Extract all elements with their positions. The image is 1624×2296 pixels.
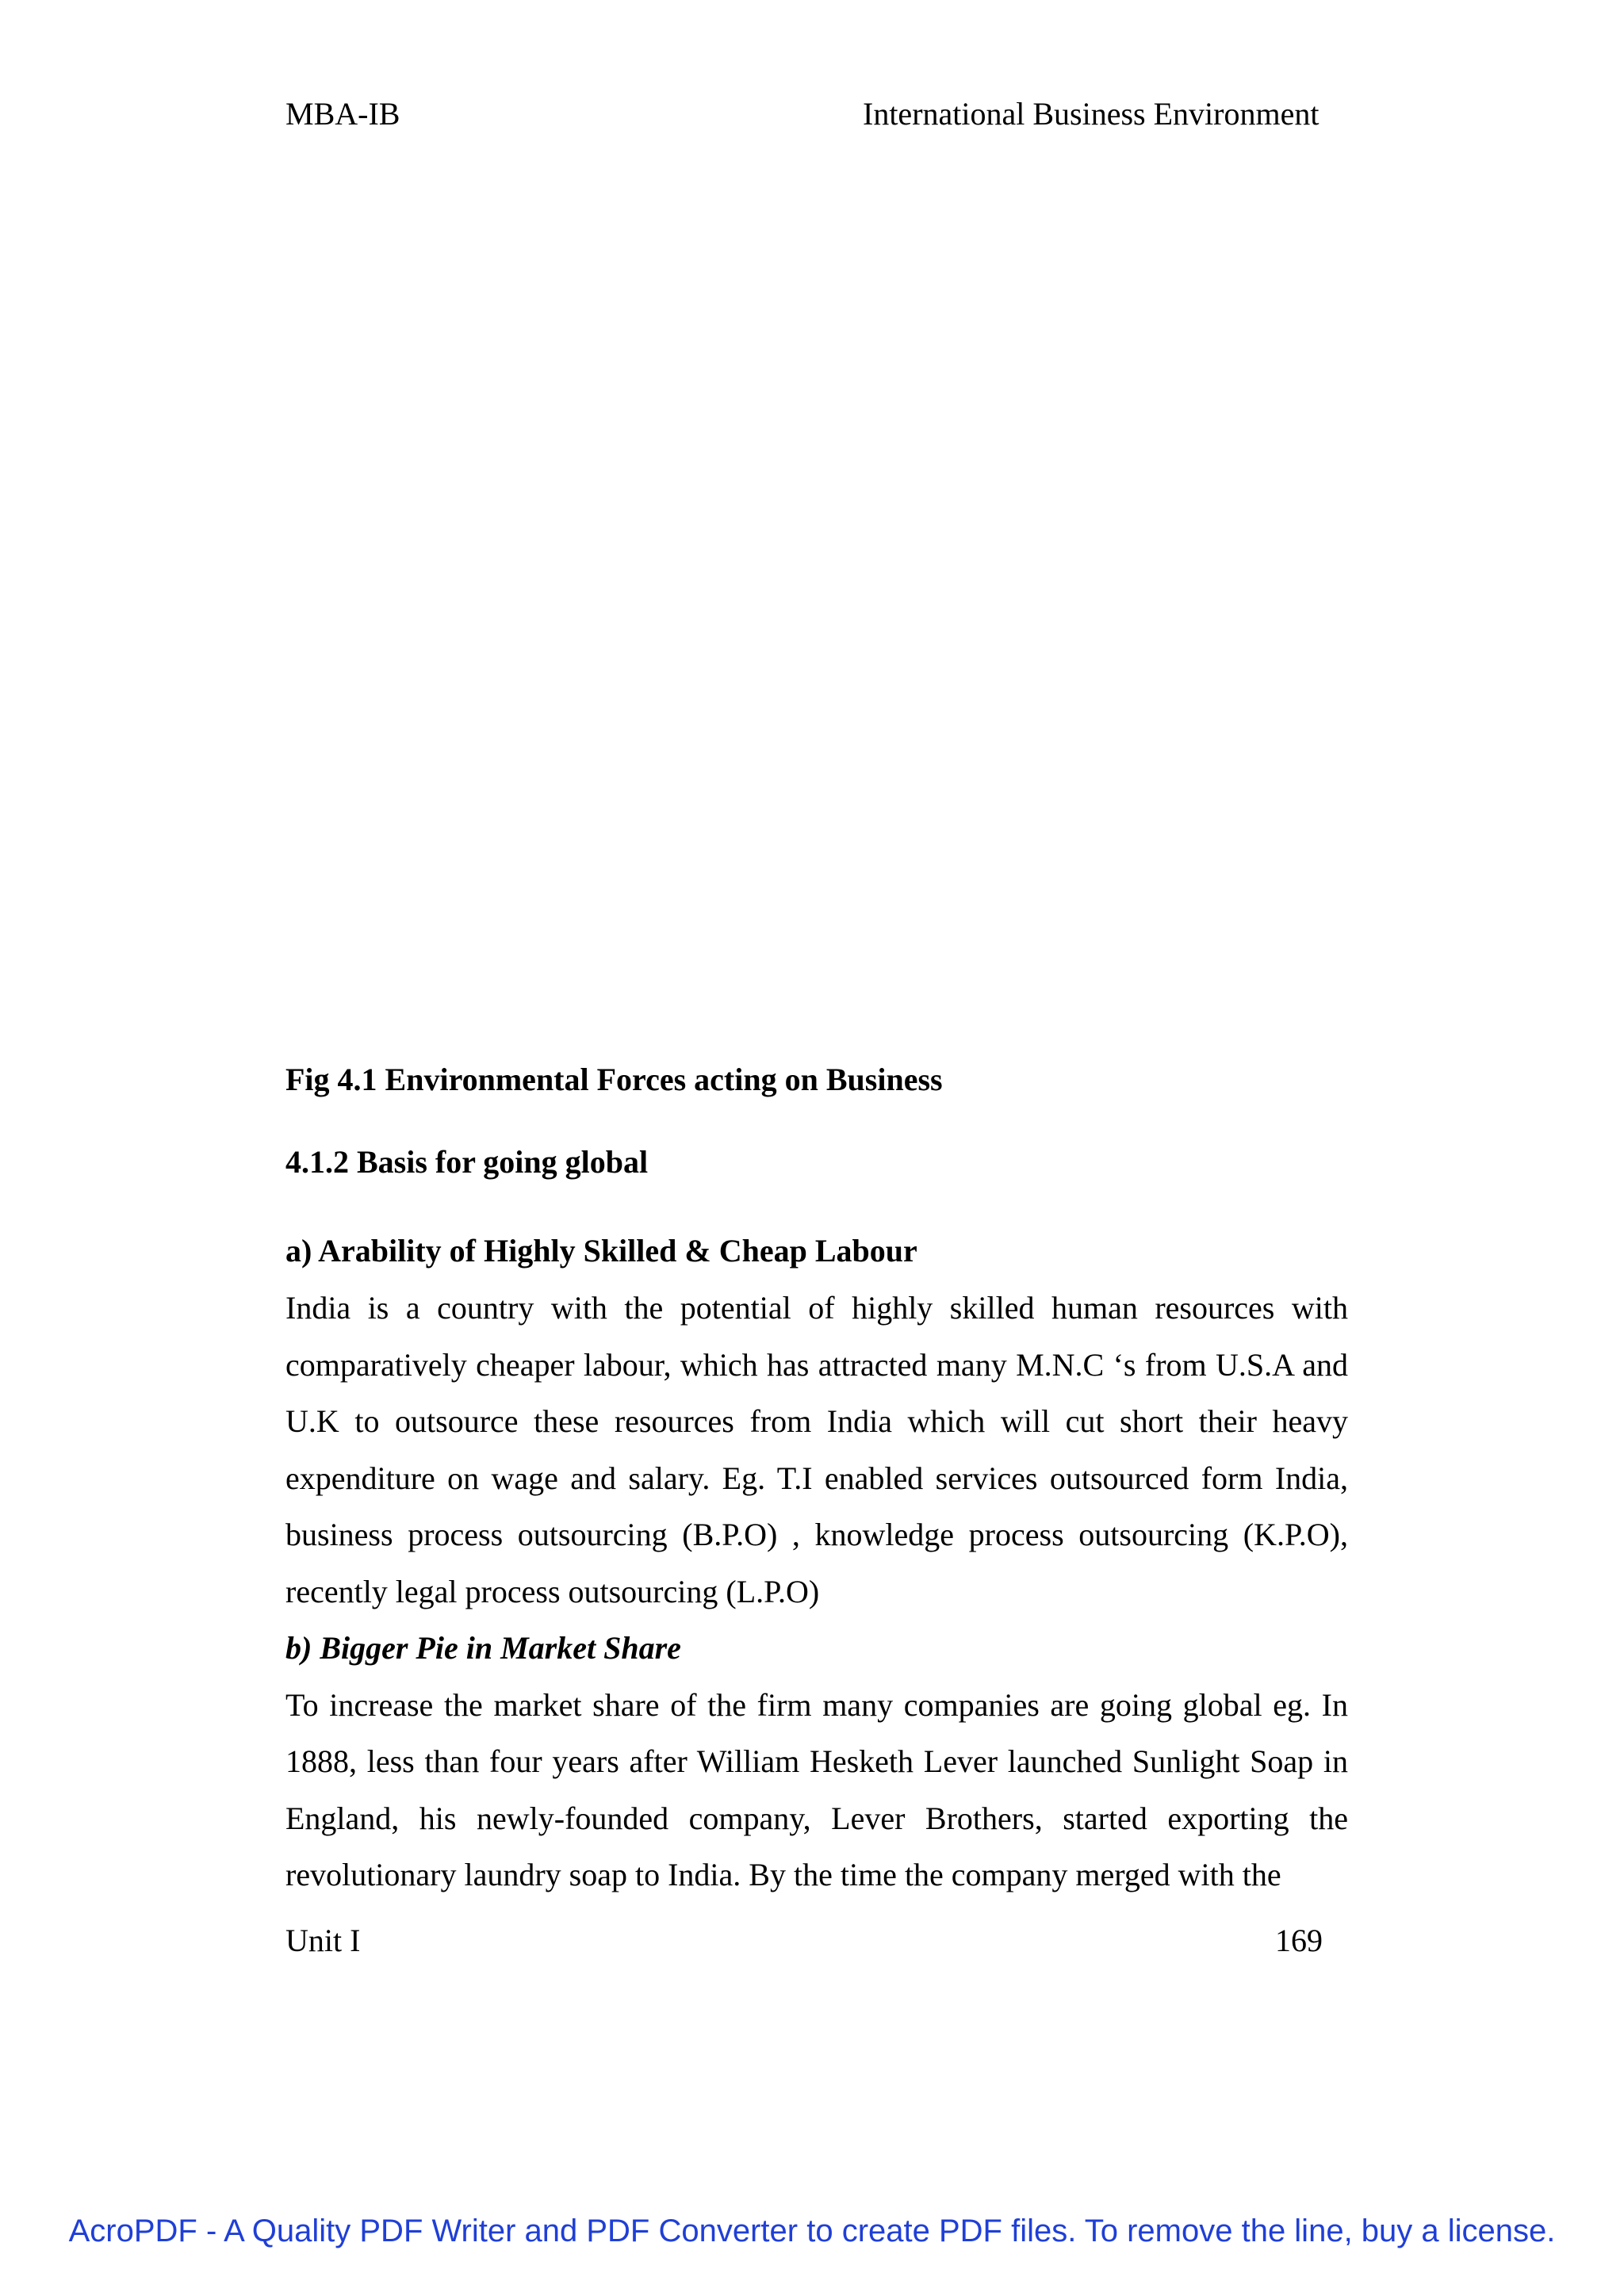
running-header-right: International Business Environment <box>863 96 1320 132</box>
page-number: 169 <box>1275 1923 1323 1958</box>
paragraph-b: To increase the market share of the firm many companies are going global eg. In 1888, less than four years after William Hesketh Lever launched Sunlight Soap in England, his newly-founded company, Lever Brothers, started exporting the revolutionary laundry soap to India. By the time the company merged with the <box>285 1686 1348 1892</box>
figure-caption: Fig 4.1 Environmental Forces acting on Business <box>285 1062 943 1097</box>
section-heading: 4.1.2 Basis for going global <box>285 1144 649 1180</box>
acropdf-watermark: AcroPDF - A Quality PDF Writer and PDF Converter to create PDF files. To remove the line, buy a license. <box>68 2214 1556 2248</box>
figure-blank-area <box>285 174 1348 1031</box>
subsection-heading-b: b) Bigger Pie in Market Share <box>285 1630 681 1666</box>
footer-unit-label: Unit I <box>285 1923 361 1958</box>
main-content <box>285 1054 1348 1904</box>
subsection-heading-a: a) Arability of Highly Skilled & Cheap Labour <box>285 1233 917 1269</box>
paragraph-a: India is a country with the potential of highly skilled human resources with comparatively cheaper labour, which has attracted many M.N.C ‘s from U.S.A and U.K to outsource these resources from India which will cut short their heavy expenditure on wage and salary. Eg. T.I enabled services outsourced form India, business process outsourcing (B.P.O) , knowledge process outsourcing (K.P.O), recently legal process outsourcing (L.P.O) <box>285 1290 1348 1609</box>
running-header-left: MBA-IB <box>285 96 400 132</box>
